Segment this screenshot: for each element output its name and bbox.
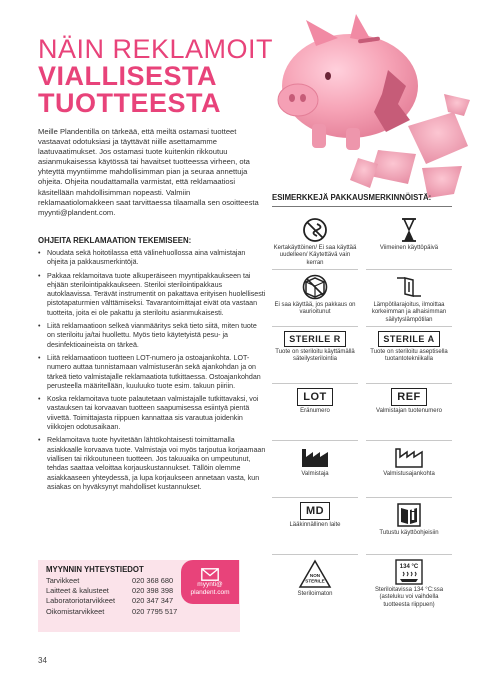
contact-label: Laboratoriotarvikkeet [46,596,116,606]
symbol-damaged-package [272,270,358,327]
title-line-2: VIALLISESTA [38,61,218,91]
symbol-sterile-r [272,327,358,384]
symbol-sterile-a [366,327,452,384]
contact-heading: MYYNNIN YHTEYSTIEDOT [46,565,144,574]
symbol-caption: Valmistajan tuotenumero [376,408,442,414]
symbol-caption: Ei saa käyttää, jos pakkaus on vaurioitunut [274,302,356,316]
email-link[interactable] [181,560,239,604]
instructions-list [38,249,266,492]
sterile-a-icon: STERILE A [378,331,439,347]
list-item: • Reklamoitava tuote hyvitetään lähtökohtaisesti toimittamalla asiakkaalle korvaava tuote. Valmistaja voi myös tarjoutua korjaamaan viallisen tai rikkoutuneen tuotteen. Jos takuuaika on umpeutunut, tehdas saattaa veloittaa korjauskustannukset. Tällöin olemme asiakkaaseen yhteydessä, ja lupa korjaukseen annetaan vasta, kun asiakas on hyväksynyt mahdolliset kustannukset. [38,436,266,492]
packaging-symbols [272,193,452,625]
symbol-temperature [366,270,452,327]
list-item: • Liitä reklamaatioon tuotteen LOT-numero ja ostoajankohta. LOT-numero auttaa tunnistamaan valmistuserän sekä ajankohdan ja on tärkeä tieto valmistajalle reklamaatiota tutkittaessa. Ostoajankohdan perusteella määritellään, kuuluuko tuote esim. takuun piiriin. [38,354,266,391]
symbol-caption: Steriloitavissa 134 °C:ssa (asteluku voi vaihdella tuotteesta riippuen) [374,587,444,608]
instructions-heading: OHJEITA REKLAMAATION TEKEMISEEN: [38,236,192,245]
email-line-1: myynti@ [197,580,223,588]
symbol-caption: Tuote on steriloitu aseptisella tuotantotekniikalla [370,349,448,363]
autoclave-temperature-label: 134 °C [399,564,419,570]
manufacturer-icon [300,445,330,469]
symbol-caption: Eränumero [300,408,330,414]
intro-paragraph: Meille Plandentilla on tärkeää, että meiltä ostamasi tuotteet vastaavat odotuksiasi ja täyttävät niille asettamamme laatuvaatimukset. Jos ostamasi tuote kuitenkin rikkoutuu asianmukaisessa käytössä tai havaitset tuotteessa virheen, ota yhteyttä myyntiimme mahdollisimman pian ja seuraa annettuja ohjeita. Ohjeita noudattamalla varmistat, että reklamaatiosi käsitellään mahdollisimman nopeasti. Valmiin reklamaatiolomakkeen saat tarvittaessa tilaamalla sen osoitteesta myynti@plandent.com. [38,127,259,217]
symbol-ref [366,384,452,441]
non-sterile-label: NON [309,573,321,578]
contact-phone[interactable]: 020 7795 517 [132,606,178,616]
symbol-caption: Tuote on steriloitu käyttämällä säteilysterilointia [275,349,355,363]
contact-phone[interactable]: 020 347 347 [132,596,174,606]
symbol-caption: Valmistusajankohta [383,471,435,477]
temperature-limit-icon [393,274,425,300]
list-item: • Liitä reklamaatioon selkeä vianmääritys sekä tieto siitä, miten tuote on steriloitu ja/tai huollettu. Myös tieto käytetyistä pesu- ja desinfektioaineista on tärkeä. [38,322,266,350]
symbol-manufacturer [272,441,358,498]
symbols-heading: ESIMERKKEJÄ PAKKAUSMERKINNÖISTÄ: [272,193,452,207]
list-item: • Koska reklamoitava tuote palautetaan valmistajalle tutkittavaksi, voi vastauksen tai korvaavan tuotteen saapumisessa esiintyä pientä viivettä. Toimittajasta riippuen kannattaa sis varautua joidenkin viikkojen odotusaikaan. [38,395,266,432]
page-number: 34 [38,656,47,665]
symbol-lot [272,384,358,441]
autoclave-134-icon [395,559,423,585]
contact-phone[interactable]: 020 398 398 [132,586,174,596]
broken-piggy-bank-image [258,8,478,204]
list-item: • Noudata sekä hoitotilassa että välinehuollossa aina valmistajan ohjeita ja pakkausmerkintöjä. [38,249,266,268]
contact-phone[interactable]: 020 368 680 [132,576,174,585]
non-sterile-icon [298,559,332,589]
symbol-caption: Valmistaja [301,471,329,477]
symbol-non-sterile [272,555,358,625]
md-icon: MD [300,502,330,520]
hourglass-icon [400,217,418,243]
symbol-manufacture-date [366,441,452,498]
email-line-2: plandent.com [190,588,230,596]
single-use-icon [302,217,328,243]
contact-label: Laitteet & kalusteet [46,586,109,596]
list-item: • Pakkaa reklamoitava tuote alkuperäiseen myyntipakkaukseen tai ehjään sterilointipakkaukseen. Steriloi sterilointipakkaus autoklaavissa. Terävät instrumentit on pakattava erityisen huolellisesti pistotapaturmien välttämiseksi. Tavarantoimittajat eivät ota vastaan tuotteita, joita ei ole pakattu ja steriloitu asianmukaisesti. [38,272,266,318]
envelope-icon [201,568,219,581]
symbol-caption: Lämpötilarajoitus, ilmoittaa korkeimman ja alhaisimman säilytyslämpötilan [371,302,447,323]
sterile-r-icon: STERILE R [284,331,346,347]
symbol-instructions [366,498,452,555]
symbol-caption: Tutustu käyttöohjeisiin [379,530,439,536]
contact-label: Oikomistarvikkeet [46,606,105,616]
symbol-expiry [366,213,452,270]
lot-icon: LOT [297,388,333,406]
non-sterile-label: STERILE [305,578,325,584]
manufacture-date-icon [394,445,424,469]
symbol-caption: Viimeinen käyttöpäivä [379,245,439,251]
symbol-caption: Lääkinnällinen laite [289,522,341,528]
symbol-autoclave [366,555,452,625]
symbol-md [272,498,358,555]
page-title [38,36,273,117]
reclamation-instructions [38,236,266,496]
title-line-3: TUOTTEESTA [38,88,221,118]
symbol-caption: Steriloimaton [297,591,333,597]
symbol-single-use [272,213,358,270]
contact-label: Tarvikkeet [46,576,80,585]
ref-icon: REF [391,388,427,406]
damaged-package-icon [300,274,330,300]
title-line-1: NÄIN REKLAMOIT [38,34,274,64]
symbol-caption: Kertakäyttöinen/ Ei saa käyttää uudelleen/ Käytettävä vain kerran [273,245,357,266]
instructions-icon [396,502,422,528]
contact-row [46,607,232,617]
